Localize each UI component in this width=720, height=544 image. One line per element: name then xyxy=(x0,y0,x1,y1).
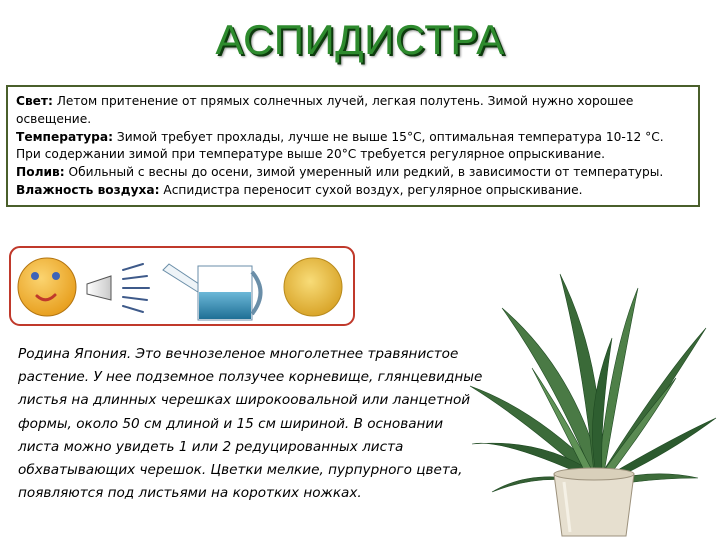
light-label: Свет: xyxy=(16,94,53,108)
plant-photo xyxy=(462,268,720,540)
humidity-info xyxy=(16,182,690,200)
smiley-icon xyxy=(18,258,76,316)
spray-icon xyxy=(87,264,149,312)
care-icons-strip xyxy=(9,246,355,326)
watering-can-icon xyxy=(163,264,261,320)
watering-label: Полив: xyxy=(16,165,65,180)
light-text: Летом притенение от прямых солнечных лучей, легкая полутень. Зимой нужно хорошее освещение. xyxy=(16,94,634,126)
temperature-text: Зимой требует прохлады, лучше не выше 15°С, оптимальная температура 10-12 °С. При содержании зимой при температуре выше 20°С требуется регулярное опрыскивание. xyxy=(16,129,664,162)
light-info xyxy=(16,93,690,129)
sun-disc-icon xyxy=(284,258,342,316)
care-info-box xyxy=(6,85,700,207)
page-title: АСПИДИСТРА xyxy=(215,16,505,63)
humidity-text: Аспидистра переносит сухой воздух, регулярное опрыскивание. xyxy=(159,182,583,197)
temperature-label: Температура: xyxy=(16,129,114,144)
humidity-label: Влажность воздуха: xyxy=(16,182,160,197)
temperature-info xyxy=(16,129,690,165)
watering-text: Обильный с весны до осени, зимой умеренный или редкий, в зависимости от температуры. xyxy=(64,165,664,180)
plant-description: Родина Япония. Это вечнозеленое многолетнее травянистое растение. У нее подземное ползучее корневище, глянцевидные листья на длинных черешках широкоовальной или ланцетной формы, около 50 см длиной и 15 см шириной. В основании листа можно увидеть 1 или 2 редуцированных листа обхватывающих черешок. Цветки мелкие, пурпурного цвета, появляются под листьями на коротких ножках. xyxy=(18,346,483,502)
watering-info xyxy=(16,164,690,182)
